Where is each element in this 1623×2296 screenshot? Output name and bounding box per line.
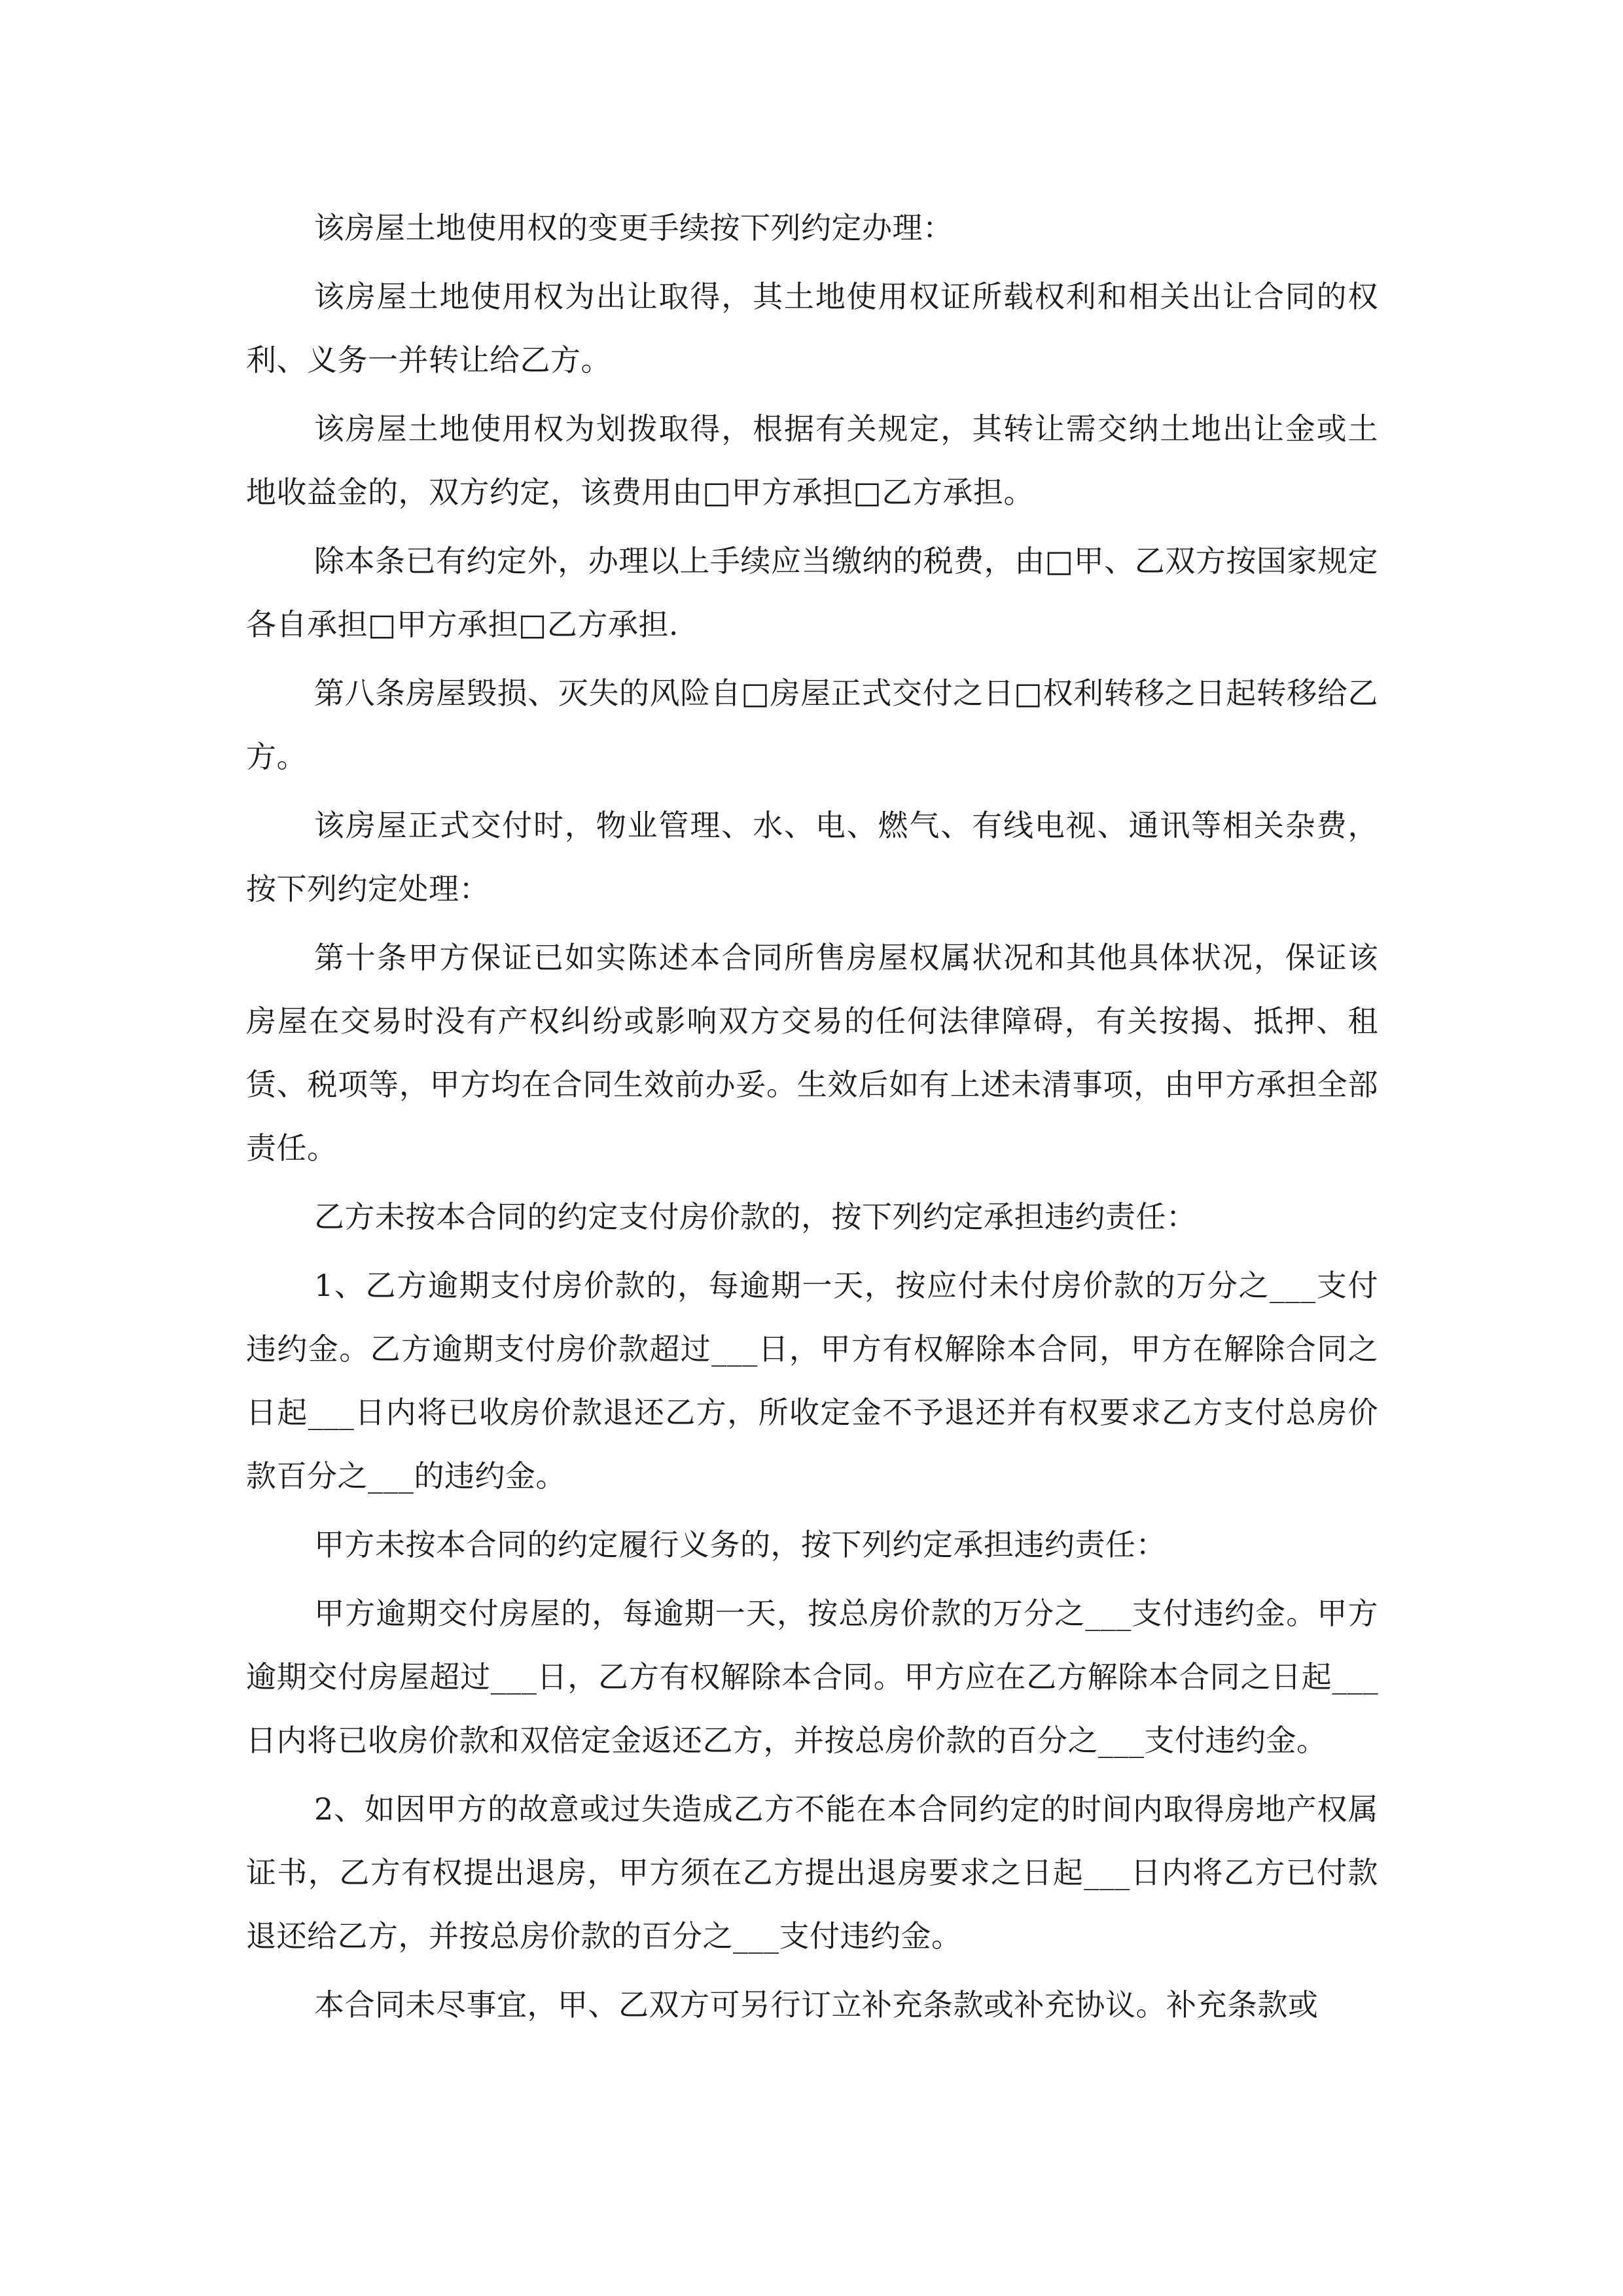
paragraph-allocated-land: 该房屋土地使用权为划拨取得，根据有关规定，其转让需交纳土地出让金或土地收益金的，双方约定，该费用由□甲方承担□乙方承担。 (246, 411, 1378, 510)
paragraph-utility-charges: 该房屋正式交付时，物业管理、水、电、燃气、有线电视、通讯等相关杂费，按下列约定处理： (246, 808, 1378, 906)
paragraph-taxes-fees: 除本条已有约定外，办理以上手续应当缴纳的税费，由□甲、乙双方按国家规定各自承担□甲方承担□乙方承担. (246, 543, 1378, 642)
paragraph-buyer-late-payment: 1、乙方逾期支付房价款的，每逾期一天，按应付未付房价款的万分之___支付违约金。乙方逾期支付房价款超过___日，甲方有权解除本合同，甲方在解除合同之日起___日内将已收房价款退还乙方，所收定金不予退还并有权要求乙方支付总房价款百分之___的违约金。 (246, 1268, 1378, 1494)
paragraph-title-certificate: 2、如因甲方的故意或过失造成乙方不能在本合同约定的时间内取得房地产权属证书，乙方有权提出退房，甲方须在乙方提出退房要求之日起___日内将乙方已付款退还给乙方，并按总房价款的百分之___支付违约金。 (246, 1791, 1378, 1954)
paragraph-seller-breach-intro: 甲方未按本合同的约定履行义务的，按下列约定承担违约责任： (314, 1527, 1166, 1562)
paragraph-buyer-breach-intro: 乙方未按本合同的约定支付房价款的，按下列约定承担违约责任： (314, 1199, 1197, 1234)
paragraph-land-use-change: 该房屋土地使用权的变更手续按下列约定办理： (314, 210, 954, 245)
paragraph-supplementary-terms: 本合同未尽事宜，甲、乙双方可另行订立补充条款或补充协议。补充条款或 (314, 1987, 1319, 2022)
paragraph-article-10-warranty: 第十条甲方保证已如实陈述本合同所售房屋权属状况和其他具体状况，保证该房屋在交易时没有产权纠纷或影响双方交易的任何法律障碍，有关按揭、抵押、租赁、税项等，甲方均在合同生效前办妥。生效后如有上述未清事项，由甲方承担全部责任。 (246, 940, 1378, 1166)
paragraph-article-8-risk: 第八条房屋毁损、灭失的风险自□房屋正式交付之日□权利转移之日起转移给乙方。 (246, 675, 1378, 774)
paragraph-transfer-by-grant: 该房屋土地使用权为出让取得，其土地使用权证所载权利和相关出让合同的权利、义务一并转让给乙方。 (246, 279, 1378, 378)
paragraph-seller-late-delivery: 甲方逾期交付房屋的，每逾期一天，按总房价款的万分之___支付违约金。甲方逾期交付房屋超过___日，乙方有权解除本合同。甲方应在乙方解除本合同之日起___日内将已收房价款和双倍定金返还乙方，并按总房价款的百分之___支付违约金。 (246, 1596, 1378, 1758)
document-page (246, 196, 1378, 2042)
